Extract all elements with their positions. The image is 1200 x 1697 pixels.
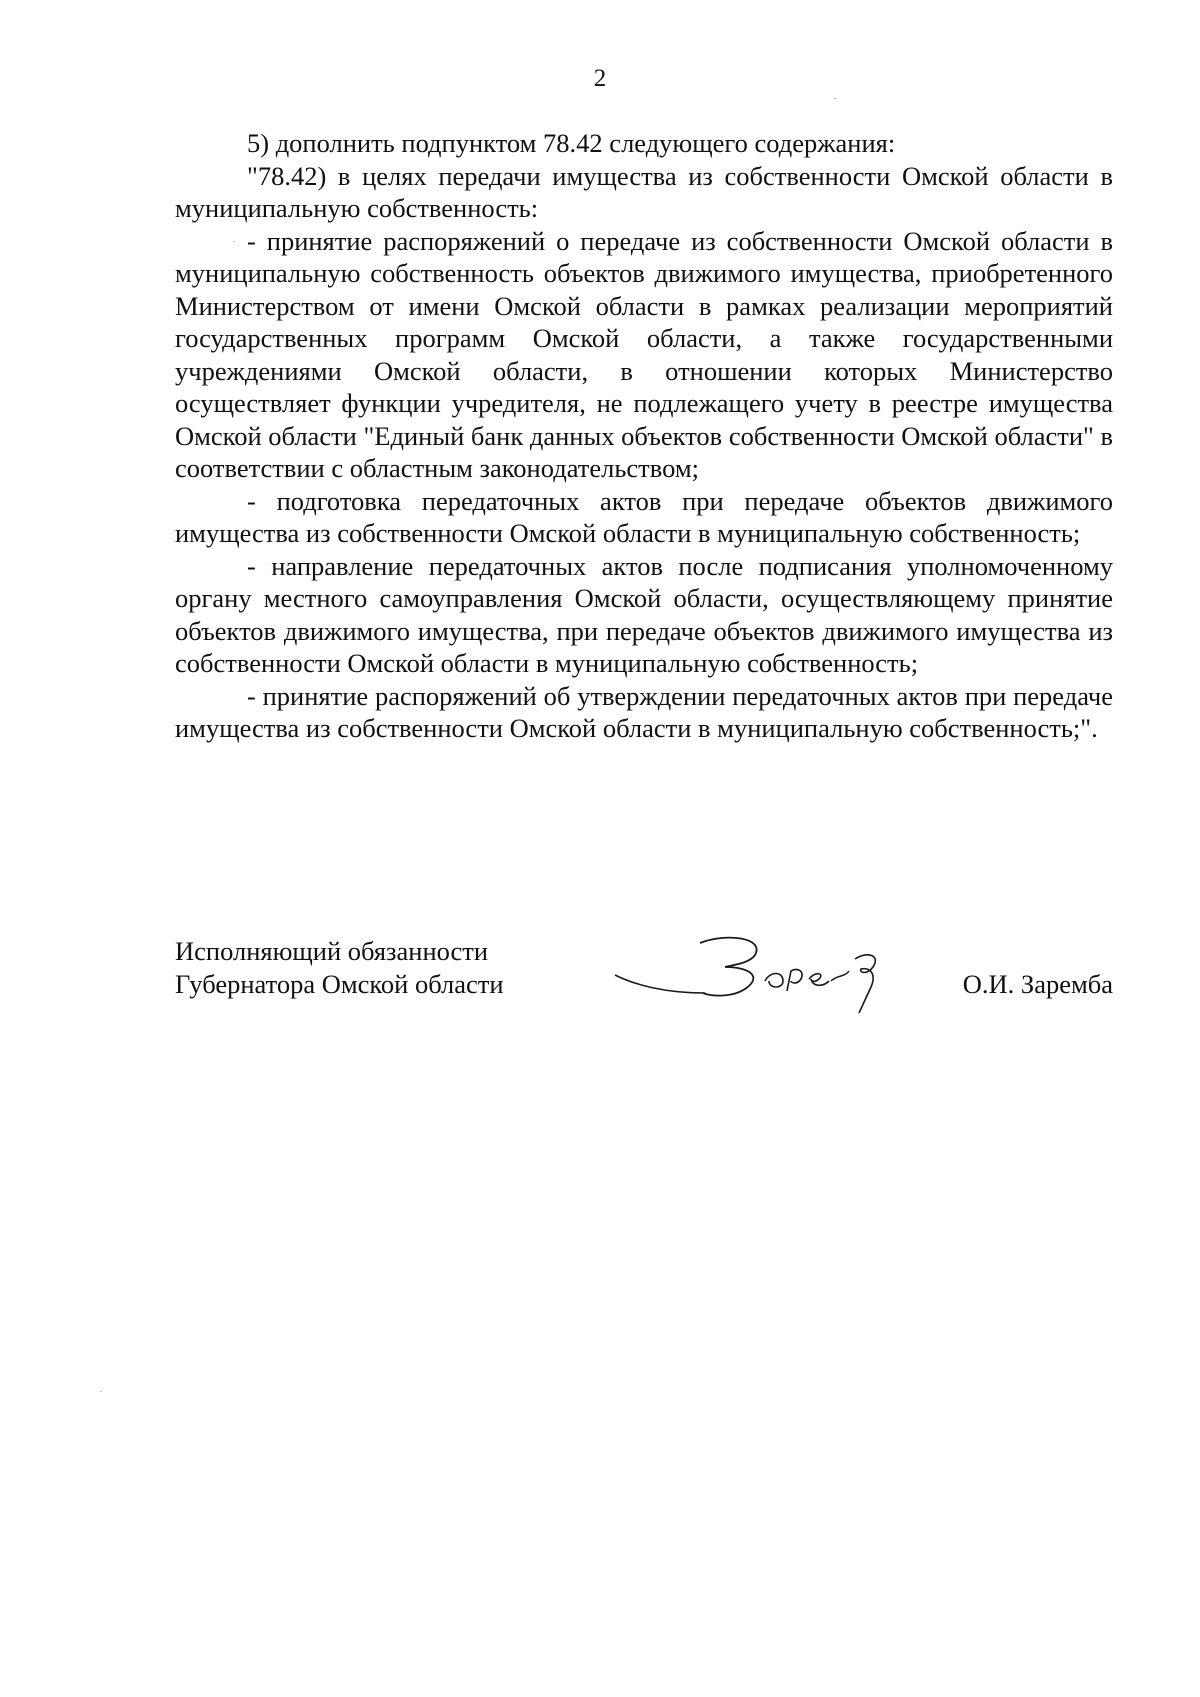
handwritten-signature [605,915,905,1025]
signer-position-line-1: Исполняющий обязанности [175,936,489,966]
signer-position-line-2: Губернатора Омской области [175,969,504,999]
scan-speck [834,98,836,99]
list-item-send-acts: - направление передаточных актов после подписания уполномоченному органу местного самоуправления Омской области, осуществляющему принятие объектов движимого имущества, при передаче объектов движимого имущества из собственности Омской области в муниципальную собственность; [175,550,1113,678]
list-item-prepare-acts: - подготовка передаточных актов при передаче объектов движимого имущества из собственности Омской области в муниципальную собственность; [175,485,1113,548]
subclause-heading-paragraph: "78.42) в целях передачи имущества из собственности Омской области в муниципальную собственность: [175,160,1113,223]
signer-name: О.И. Заремба [962,969,1113,999]
list-item-approve-acts: - принятие распоряжений об утверждении передаточных актов при передаче имущества из собственности Омской области в муниципальную собственность;". [175,680,1113,743]
document-body [175,127,1113,745]
signature-block [175,935,1113,1035]
amendment-intro-paragraph: 5) дополнить подпунктом 78.42 следующего содержания: [247,128,896,158]
scan-speck [233,241,235,242]
page-number: 2 [593,65,607,92]
signer-position [175,935,504,1001]
list-item-orders-transfer: - принятие распоряжений о передаче из собственности Омской области в муниципальную собственность объектов движимого имущества, приобретенного Министерством от имени Омской области в рамках реализации мероприятий государственных программ Омской области, а также государственными учреждениями Омской области, в отношении которых Министерство осуществляет функции учредителя, не подлежащего учету в реестре имущества Омской области "Единый банк данных объектов собственности Омской области" в соответствии с областным законодательством; [175,225,1113,483]
scan-speck [100,1391,102,1392]
